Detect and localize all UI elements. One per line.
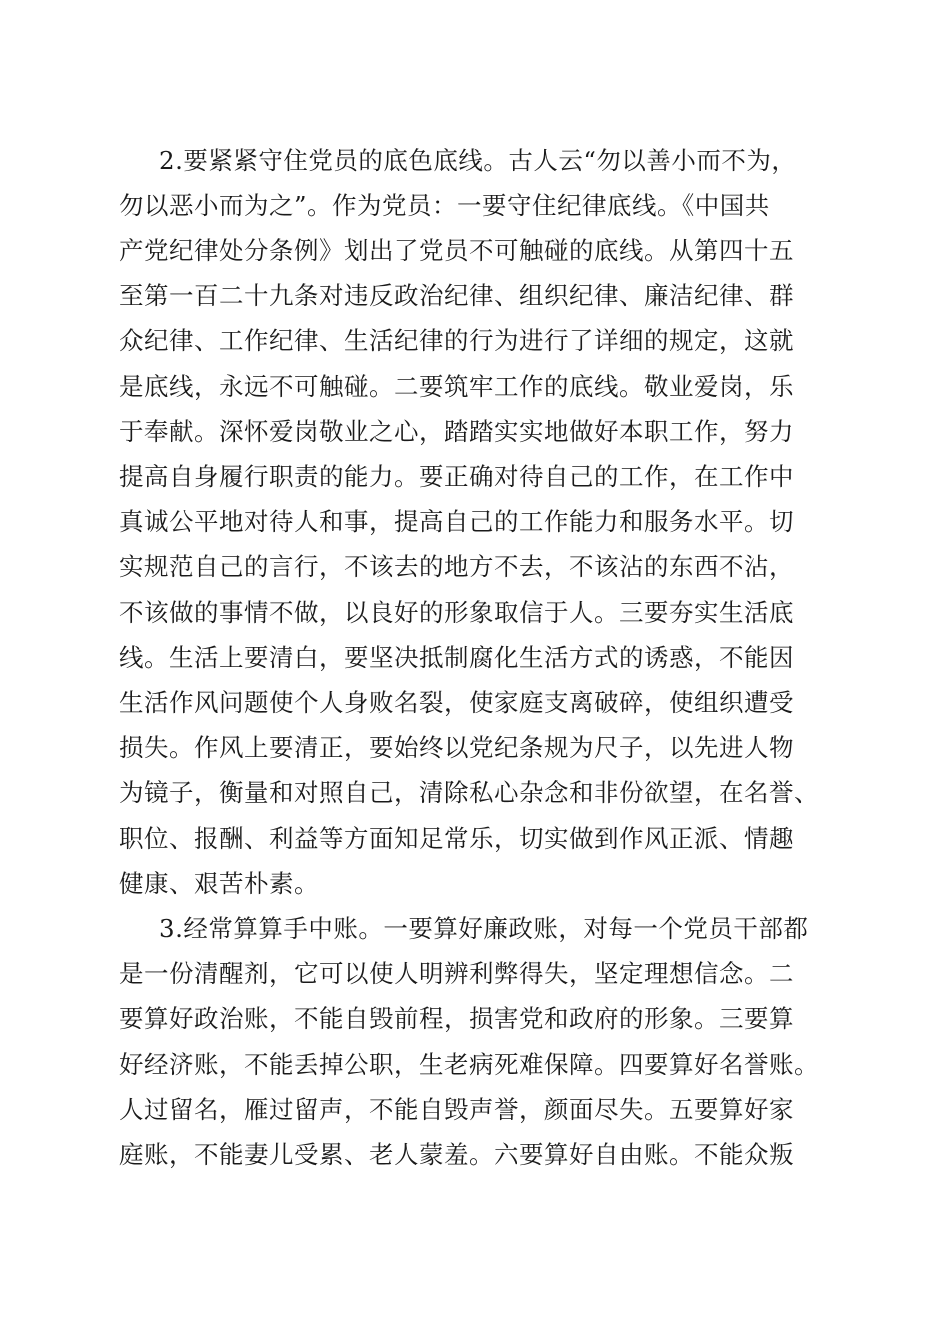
para-3-line: 是一份清醒剂，它可以使人明辨利弊得失，坚定理想信念。二: [119, 959, 794, 988]
para-3-line: 要算好政治账，不能自毁前程，损害党和政府的形象。三要算: [119, 1004, 794, 1033]
para-2-line: 线。生活上要清白，要坚决抵制腐化生活方式的诱惑，不能因: [119, 643, 794, 672]
para-2-line: 实规范自己的言行，不该去的地方不去，不该沾的东西不沾，: [119, 552, 794, 581]
para-3-line: 好经济账，不能丢掉公职，生老病死难保障。四要算好名誉账。: [119, 1050, 819, 1079]
para-2-line: 生活作风问题使个人身败名裂，使家庭支离破碎，使组织遭受: [119, 688, 794, 717]
para-3-line: 庭账，不能妻儿受累、老人蒙羞。六要算好自由账。不能众叛: [119, 1140, 794, 1169]
para-2-line: 于奉献。深怀爱岗敬业之心，踏踏实实地做好本职工作，努力: [119, 417, 794, 446]
para-2-line: 为镜子，衡量和对照自己，清除私心杂念和非份欲望，在名誉、: [119, 778, 819, 807]
para-2-line: 真诚公平地对待人和事，提高自己的工作能力和服务水平。切: [119, 507, 794, 536]
para-2-line: 职位、报酬、利益等方面知足常乐，切实做到作风正派、情趣: [119, 824, 794, 853]
para-2-line: 损失。作风上要清正，要始终以党纪条规为尺子，以先进人物: [119, 733, 794, 762]
para-2-line: 产党纪律处分条例》划出了党员不可触碰的底线。从第四十五: [119, 236, 794, 265]
para-2-line: 不该做的事情不做，以良好的形象取信于人。三要夯实生活底: [119, 598, 794, 627]
para-2-line: 至第一百二十九条对违反政治纪律、组织纪律、廉洁纪律、群: [119, 281, 794, 310]
para-2-line: 提高自身履行职责的能力。要正确对待自己的工作，在工作中: [119, 462, 794, 491]
para-2-line: 2.要紧紧守住党员的底色底线。古人云“勿以善小而不为，: [159, 146, 797, 175]
para-2-line: 勿以恶小而为之”。作为党员：一要守住纪律底线。《中国共: [119, 191, 770, 220]
para-2-line: 健康、艰苦朴素。: [119, 869, 319, 898]
para-2-line: 是底线，永远不可触碰。二要筑牢工作的底线。敬业爱岗，乐: [119, 372, 794, 401]
para-3-line: 人过留名，雁过留声，不能自毁声誉，颜面尽失。五要算好家: [119, 1095, 794, 1124]
para-2-line: 众纪律、工作纪律、生活纪律的行为进行了详细的规定，这就: [119, 326, 794, 355]
para-3-line: 3.经常算算手中账。一要算好廉政账，对每一个党员干部都: [159, 914, 809, 943]
